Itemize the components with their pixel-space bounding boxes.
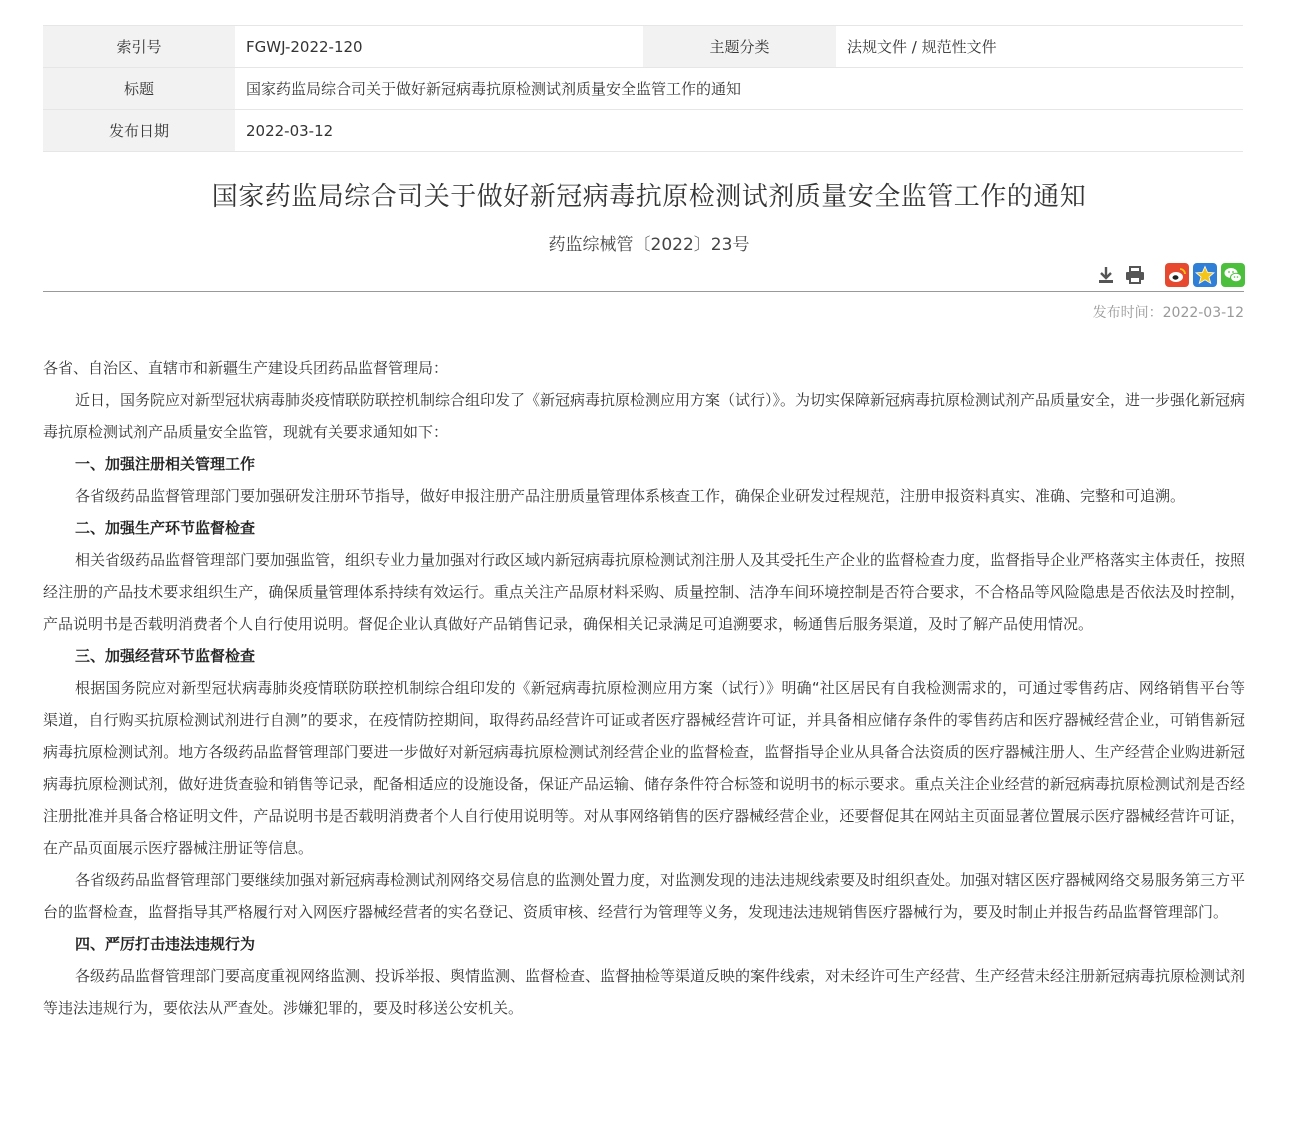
wechat-icon[interactable]	[1221, 263, 1245, 287]
document-title: 国家药监局综合司关于做好新冠病毒抗原检测试剂质量安全监管工作的通知	[211, 182, 1087, 212]
metadata-row	[43, 26, 1243, 68]
weibo-icon[interactable]	[1165, 263, 1189, 287]
toolbar	[1094, 262, 1245, 288]
intro-paragraph: 近日，国务院应对新型冠状病毒肺炎疫情联防联控机制综合组印发了《新冠病毒抗原检测应用方案（试行）》。为切实保障新冠病毒抗原检测试剂产品质量安全，进一步强化新冠病毒抗原检测试剂产品质量安全监管，现就有关要求通知如下：	[43, 391, 1246, 441]
section-1-paragraph: 各省级药品监督管理部门要加强研发注册环节指导，做好申报注册产品注册质量管理体系核查工作，确保企业研发过程规范，注册申报资料真实、准确、完整和可追溯。	[75, 487, 1186, 505]
document-body	[43, 352, 1245, 1024]
salutation: 各省、自治区、直辖市和新疆生产建设兵团药品监督管理局：	[43, 359, 449, 377]
date-value: 2022-03-12	[235, 110, 1243, 152]
section-heading-2: 二、加强生产环节监督检查	[75, 519, 256, 537]
download-icon[interactable]	[1094, 263, 1118, 287]
section-4-paragraph: 各级药品监督管理部门要高度重视网络监测、投诉举报、舆情监测、监督检查、监督抽检等渠道反映的案件线索，对未经许可生产经营、生产经营未经注册新冠病毒抗原检测试剂等违法违规行为，要依法从严查处。涉嫌犯罪的，要及时移送公安机关。	[43, 967, 1246, 1017]
section-heading-3: 三、加强经营环节监督检查	[75, 647, 256, 665]
title-label: 标题	[43, 68, 235, 110]
metadata-row	[43, 68, 1243, 110]
metadata-table	[43, 25, 1243, 152]
qzone-icon[interactable]	[1193, 263, 1217, 287]
category-label: 主题分类	[643, 26, 836, 68]
document-number: 药监综械管〔2022〕23号	[548, 235, 750, 255]
section-heading-4: 四、严厉打击违法违规行为	[75, 935, 256, 953]
title-value: 国家药监局综合司关于做好新冠病毒抗原检测试剂质量安全监管工作的通知	[235, 68, 1243, 110]
index-value: FGWJ-2022-120	[235, 26, 643, 68]
section-heading-1: 一、加强注册相关管理工作	[75, 455, 256, 473]
section-3-paragraph-1: 根据国务院应对新型冠状病毒肺炎疫情联防联控机制综合组印发的《新冠病毒抗原检测应用方案（试行）》明确“社区居民有自我检测需求的，可通过零售药店、网络销售平台等渠道，自行购买抗原检测试剂进行自测”的要求，在疫情防控期间，取得药品经营许可证或者医疗器械经营许可证，并具备相应储存条件的零售药店和医疗器械经营企业，可销售新冠病毒抗原检测试剂。地方各级药品监督管理部门要进一步做好对新冠病毒抗原检测试剂经营企业的监督检查，监督指导企业从具备合法资质的医疗器械注册人、生产经营企业购进新冠病毒抗原检测试剂，做好进货查验和销售等记录，配备相适应的设施设备，保证产品运输、储存条件符合标签和说明书的标示要求。重点关注企业经营的新冠病毒抗原检测试剂是否经注册批准并具备合格证明文件，产品说明书是否载明消费者个人自行使用说明等。对从事网络销售的医疗器械经营企业，还要督促其在网站主页面显著位置展示医疗器械经营许可证，在产品页面展示医疗器械注册证等信息。	[43, 679, 1245, 857]
section-2-paragraph: 相关省级药品监督管理部门要加强监管，组织专业力量加强对行政区域内新冠病毒抗原检测试剂注册人及其受托生产企业的监督检查力度，监督指导企业严格落实主体责任，按照经注册的产品技术要求组织生产，确保质量管理体系持续有效运行。重点关注产品原材料采购、质量控制、洁净车间环境控制是否符合要求，不合格品等风险隐患是否依法及时控制，产品说明书是否载明消费者个人自行使用说明。督促企业认真做好产品销售记录，确保相关记录满足可追溯要求，畅通售后服务渠道，及时了解产品使用情况。	[43, 551, 1246, 633]
metadata-row	[43, 110, 1243, 152]
index-label: 索引号	[43, 26, 235, 68]
section-3-paragraph-2: 各省级药品监督管理部门要继续加强对新冠病毒检测试剂网络交易信息的监测处置力度，对监测发现的违法违规线索要及时组织查处。加强对辖区医疗器械网络交易服务第三方平台的监督检查，监督指导其严格履行对入网医疗器械经营者的实名登记、资质审核、经营行为管理等义务，发现违法违规销售医疗器械行为，要及时制止并报告药品监督管理部门。	[43, 871, 1246, 921]
date-label: 发布日期	[43, 110, 235, 152]
divider	[43, 291, 1244, 292]
publish-time: 发布时间：2022-03-12	[1092, 305, 1244, 321]
category-value: 法规文件 / 规范性文件	[836, 26, 1243, 68]
print-icon[interactable]	[1123, 263, 1147, 287]
